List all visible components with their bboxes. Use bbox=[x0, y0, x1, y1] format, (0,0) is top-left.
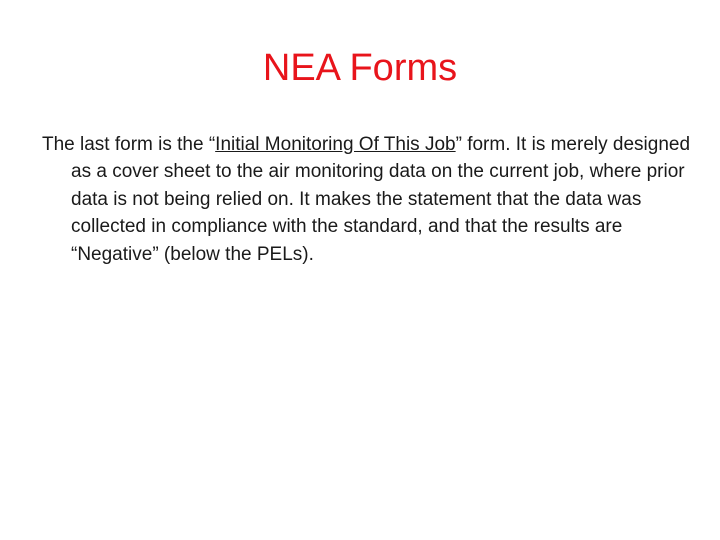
paragraph-rest: ” form. It is merely designed as a cover sheet to the air monitoring data on the current job, where prior data is not being relied on. It makes the statement that the data was collected in compliance with the standard, and that the results are “Negative” (below the PELs). bbox=[71, 134, 691, 265]
paragraph-intro: The last form is the “ bbox=[42, 134, 216, 155]
form-name: Initial Monitoring Of This Job bbox=[215, 134, 456, 155]
slide-title: NEA Forms bbox=[262, 47, 458, 89]
body-paragraph bbox=[42, 131, 711, 268]
